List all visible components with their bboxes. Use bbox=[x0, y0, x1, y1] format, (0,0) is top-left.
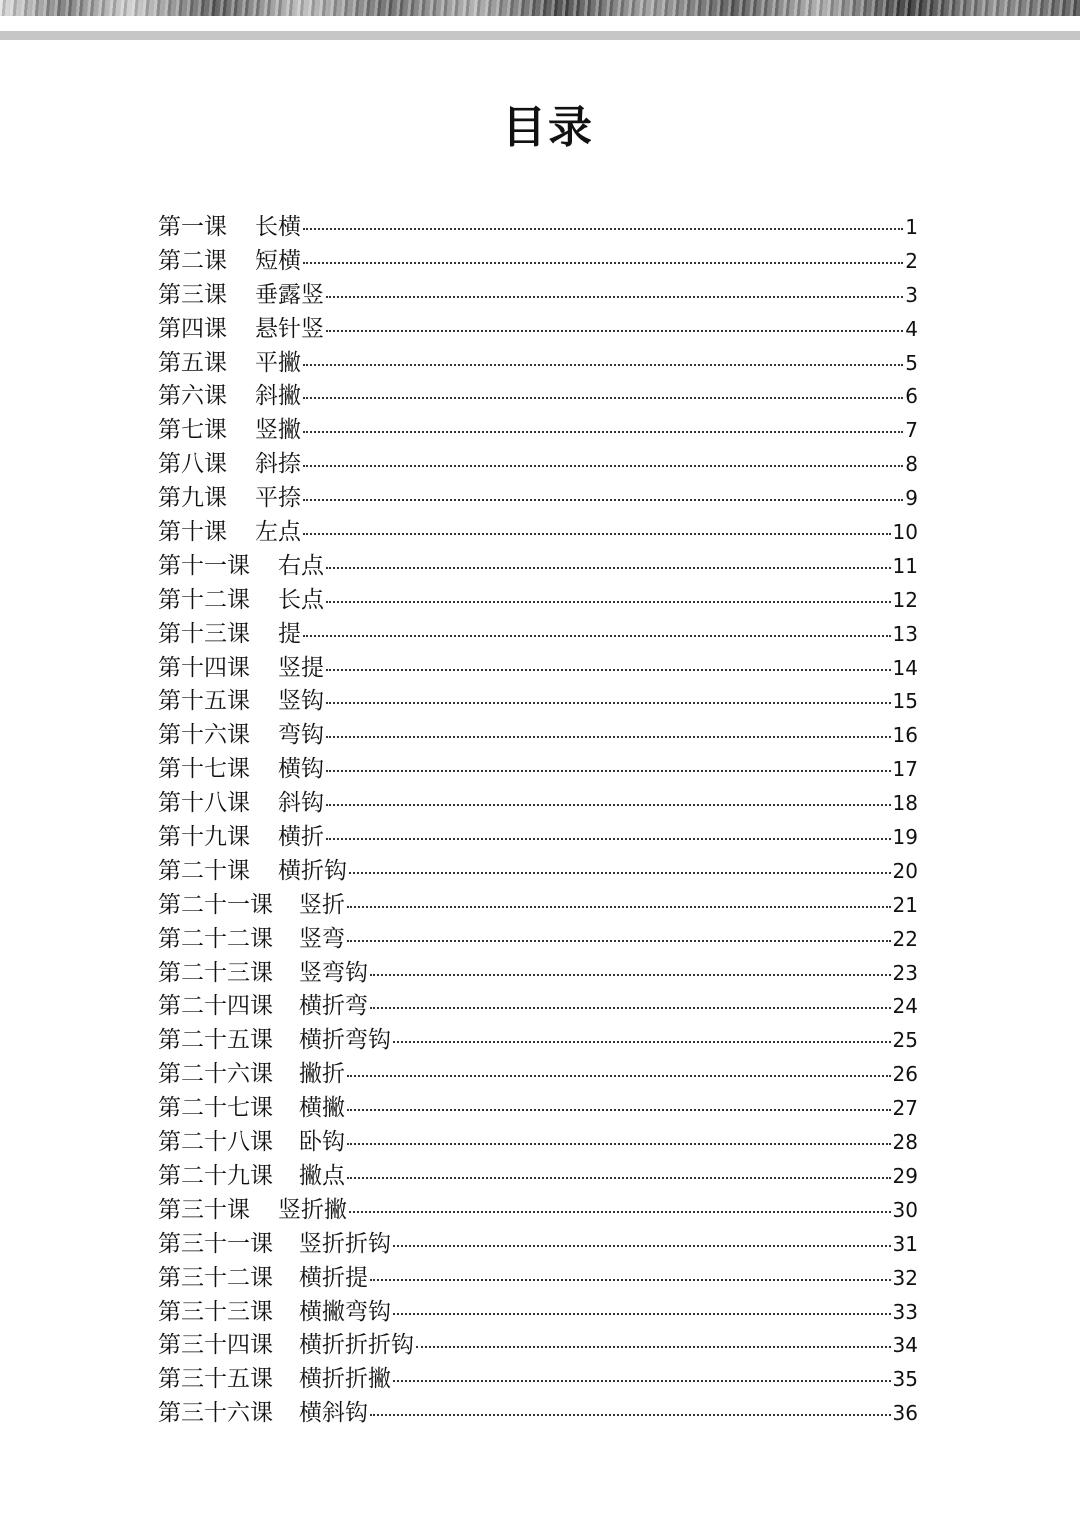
toc-leader-dots bbox=[326, 328, 903, 332]
toc-page-number: 35 bbox=[892, 1367, 918, 1392]
toc-lesson-number: 第二十七课 bbox=[158, 1095, 273, 1122]
toc-page-number: 9 bbox=[905, 486, 918, 511]
toc-lesson-number: 第二十八课 bbox=[158, 1129, 273, 1156]
toc-page-number: 17 bbox=[892, 757, 918, 782]
toc-entry[interactable] bbox=[158, 211, 918, 245]
toc-lesson-name: 竖折撇 bbox=[278, 1196, 347, 1223]
toc-entry[interactable] bbox=[158, 1397, 918, 1431]
toc-lesson-number: 第七课 bbox=[158, 417, 227, 444]
toc-entry[interactable] bbox=[158, 990, 918, 1024]
toc-lesson-number: 第二十课 bbox=[158, 857, 250, 884]
toc-lesson-number: 第三十五课 bbox=[158, 1366, 273, 1393]
toc-entry[interactable] bbox=[158, 516, 918, 550]
toc-page-number: 20 bbox=[892, 858, 918, 883]
toc-entry[interactable] bbox=[158, 1160, 918, 1194]
toc-lesson-name: 横撇弯钩 bbox=[299, 1298, 391, 1325]
toc-entry[interactable] bbox=[158, 347, 918, 381]
toc-lesson-number: 第十课 bbox=[158, 519, 227, 546]
toc-lesson-number: 第十八课 bbox=[158, 790, 250, 817]
toc-lesson-name: 横折弯钩 bbox=[299, 1027, 391, 1054]
toc-page-number: 1 bbox=[905, 215, 918, 239]
toc-page-number: 6 bbox=[905, 384, 918, 409]
toc-lesson-name: 左点 bbox=[255, 519, 301, 546]
toc-entry[interactable] bbox=[158, 1126, 918, 1160]
toc-entry[interactable] bbox=[158, 482, 918, 516]
toc-lesson-number: 第九课 bbox=[158, 485, 227, 512]
toc-lesson-name: 右点 bbox=[278, 552, 324, 579]
toc-page-number: 28 bbox=[892, 1130, 918, 1155]
toc-lesson-name: 横钩 bbox=[278, 756, 324, 783]
toc-entry[interactable] bbox=[158, 957, 918, 991]
toc-entry[interactable] bbox=[158, 1262, 918, 1296]
toc-lesson-name: 斜撇 bbox=[255, 383, 301, 410]
toc-lesson-number: 第十七课 bbox=[158, 756, 250, 783]
toc-lesson-number: 第一课 bbox=[158, 214, 227, 240]
toc-leader-dots bbox=[393, 1039, 891, 1043]
toc-lesson-number: 第十六课 bbox=[158, 722, 250, 749]
toc-lesson-name: 竖折 bbox=[299, 891, 345, 918]
toc-lesson-number: 第十二课 bbox=[158, 586, 250, 613]
toc-lesson-name: 竖提 bbox=[278, 654, 324, 681]
toc-lesson-name: 撇点 bbox=[299, 1162, 345, 1189]
toc-leader-dots bbox=[393, 1378, 891, 1382]
toc-lesson-name: 横撇 bbox=[299, 1095, 345, 1122]
toc-lesson-number: 第二十六课 bbox=[158, 1061, 273, 1088]
toc-lesson-name: 竖弯钩 bbox=[299, 959, 368, 986]
toc-page-number: 19 bbox=[892, 825, 918, 850]
toc-leader-dots bbox=[326, 565, 891, 569]
toc-lesson-name: 横折折折钩 bbox=[299, 1332, 414, 1359]
toc-lesson-number: 第二十五课 bbox=[158, 1027, 273, 1054]
toc-page-number: 24 bbox=[892, 994, 918, 1019]
toc-entry[interactable] bbox=[158, 719, 918, 753]
toc-leader-dots bbox=[370, 1005, 891, 1009]
toc-leader-dots bbox=[326, 700, 891, 704]
toc-lesson-name: 撇折 bbox=[299, 1061, 345, 1088]
toc-entry[interactable] bbox=[158, 414, 918, 448]
toc-leader-dots bbox=[416, 1344, 891, 1348]
toc-lesson-name: 斜捺 bbox=[255, 451, 301, 478]
toc-page-number: 36 bbox=[892, 1401, 918, 1426]
toc-entry[interactable] bbox=[158, 380, 918, 414]
toc-entry[interactable] bbox=[158, 1024, 918, 1058]
toc-page-number: 26 bbox=[892, 1062, 918, 1087]
table-of-contents bbox=[158, 211, 918, 1431]
toc-lesson-number: 第八课 bbox=[158, 451, 227, 478]
toc-entry[interactable] bbox=[158, 787, 918, 821]
toc-page-number: 30 bbox=[892, 1197, 918, 1222]
toc-page-number: 11 bbox=[892, 553, 918, 578]
toc-lesson-number: 第二十九课 bbox=[158, 1162, 273, 1189]
toc-page-number: 31 bbox=[892, 1231, 918, 1256]
toc-lesson-name: 横斜钩 bbox=[299, 1400, 368, 1427]
toc-leader-dots bbox=[303, 362, 903, 366]
toc-entry[interactable] bbox=[158, 1228, 918, 1262]
toc-lesson-name: 横折 bbox=[278, 824, 324, 851]
toc-entry[interactable] bbox=[158, 1092, 918, 1126]
toc-entry[interactable] bbox=[158, 1194, 918, 1228]
toc-entry[interactable] bbox=[158, 550, 918, 584]
toc-leader-dots bbox=[326, 836, 891, 840]
toc-lesson-number: 第二课 bbox=[158, 247, 227, 274]
toc-lesson-name: 垂露竖 bbox=[255, 281, 324, 308]
toc-leader-dots bbox=[303, 633, 891, 637]
toc-entry[interactable] bbox=[158, 753, 918, 787]
toc-entry[interactable] bbox=[158, 1363, 918, 1397]
toc-entry[interactable] bbox=[158, 1058, 918, 1092]
toc-leader-dots bbox=[347, 1175, 891, 1179]
toc-lesson-number: 第三课 bbox=[158, 281, 227, 308]
toc-page-number: 3 bbox=[905, 282, 918, 307]
toc-page-number: 10 bbox=[892, 520, 918, 545]
toc-lesson-name: 卧钩 bbox=[299, 1129, 345, 1156]
toc-lesson-name: 悬针竖 bbox=[255, 315, 324, 342]
toc-page-number: 4 bbox=[905, 316, 918, 341]
toc-leader-dots bbox=[370, 1412, 891, 1416]
toc-lesson-name: 平捺 bbox=[255, 485, 301, 512]
toc-lesson-number: 第三十一课 bbox=[158, 1230, 273, 1257]
toc-entry[interactable] bbox=[158, 923, 918, 957]
header-rule bbox=[0, 31, 1080, 40]
toc-lesson-number: 第五课 bbox=[158, 349, 227, 376]
toc-page-number: 15 bbox=[892, 689, 918, 714]
toc-page-number: 12 bbox=[892, 587, 918, 612]
toc-page-number: 34 bbox=[892, 1333, 918, 1358]
toc-entry[interactable] bbox=[158, 821, 918, 855]
toc-page-number: 18 bbox=[892, 791, 918, 816]
toc-leader-dots bbox=[347, 938, 891, 942]
toc-lesson-name: 竖钩 bbox=[278, 688, 324, 715]
toc-entry[interactable] bbox=[158, 652, 918, 686]
toc-lesson-name: 竖弯 bbox=[299, 925, 345, 952]
toc-lesson-number: 第四课 bbox=[158, 315, 227, 342]
toc-entry[interactable] bbox=[158, 245, 918, 279]
toc-leader-dots bbox=[303, 226, 903, 230]
toc-leader-dots bbox=[326, 734, 891, 738]
toc-lesson-name: 横折提 bbox=[299, 1264, 368, 1291]
toc-leader-dots bbox=[370, 972, 891, 976]
toc-entry[interactable] bbox=[158, 584, 918, 618]
toc-leader-dots bbox=[303, 395, 903, 399]
toc-entry[interactable] bbox=[158, 279, 918, 313]
toc-leader-dots bbox=[303, 463, 903, 467]
toc-leader-dots bbox=[326, 294, 903, 298]
toc-lesson-name: 长横 bbox=[255, 214, 301, 240]
toc-entry[interactable] bbox=[158, 618, 918, 652]
toc-leader-dots bbox=[303, 497, 903, 501]
toc-leader-dots bbox=[326, 599, 891, 603]
toc-lesson-number: 第二十二课 bbox=[158, 925, 273, 952]
toc-page-number: 7 bbox=[905, 418, 918, 443]
toc-entry[interactable] bbox=[158, 889, 918, 923]
toc-page-number: 23 bbox=[892, 960, 918, 985]
toc-entry[interactable] bbox=[158, 685, 918, 719]
toc-page-number: 29 bbox=[892, 1163, 918, 1188]
toc-leader-dots bbox=[349, 1209, 891, 1213]
toc-lesson-number: 第三十三课 bbox=[158, 1298, 273, 1325]
toc-entry[interactable] bbox=[158, 1329, 918, 1363]
toc-leader-dots bbox=[347, 1141, 891, 1145]
toc-lesson-name: 斜钩 bbox=[278, 790, 324, 817]
toc-page-number: 2 bbox=[905, 248, 918, 273]
toc-leader-dots bbox=[303, 260, 903, 264]
toc-page-number: 8 bbox=[905, 452, 918, 477]
toc-leader-dots bbox=[393, 1311, 891, 1315]
toc-lesson-number: 第十三课 bbox=[158, 620, 250, 647]
toc-page-number: 32 bbox=[892, 1265, 918, 1290]
toc-page-number: 5 bbox=[905, 350, 918, 375]
toc-lesson-name: 短横 bbox=[255, 247, 301, 274]
toc-lesson-number: 第十一课 bbox=[158, 552, 250, 579]
toc-page-number: 13 bbox=[892, 621, 918, 646]
toc-leader-dots bbox=[370, 1277, 891, 1281]
header-banner-image bbox=[0, 0, 1080, 16]
toc-entry[interactable] bbox=[158, 448, 918, 482]
toc-lesson-number: 第十九课 bbox=[158, 824, 250, 851]
toc-lesson-name: 平撇 bbox=[255, 349, 301, 376]
toc-lesson-number: 第三十四课 bbox=[158, 1332, 273, 1359]
toc-page-number: 33 bbox=[892, 1299, 918, 1324]
toc-page-number: 21 bbox=[892, 892, 918, 917]
toc-leader-dots bbox=[303, 429, 903, 433]
toc-leader-dots bbox=[347, 904, 891, 908]
toc-leader-dots bbox=[326, 768, 891, 772]
toc-lesson-name: 长点 bbox=[278, 586, 324, 613]
toc-lesson-number: 第二十四课 bbox=[158, 993, 273, 1020]
toc-lesson-number: 第三十二课 bbox=[158, 1264, 273, 1291]
toc-lesson-name: 弯钩 bbox=[278, 722, 324, 749]
toc-lesson-name: 提 bbox=[278, 620, 301, 647]
toc-lesson-name: 竖折折钩 bbox=[299, 1230, 391, 1257]
toc-leader-dots bbox=[347, 1073, 891, 1077]
toc-page-number: 22 bbox=[892, 926, 918, 951]
toc-lesson-name: 横折折撇 bbox=[299, 1366, 391, 1393]
toc-entry[interactable] bbox=[158, 1296, 918, 1330]
toc-lesson-name: 竖撇 bbox=[255, 417, 301, 444]
toc-page-number: 27 bbox=[892, 1096, 918, 1121]
toc-page-number: 16 bbox=[892, 723, 918, 748]
toc-entry[interactable] bbox=[158, 313, 918, 347]
page-title: 目录 bbox=[502, 102, 594, 153]
toc-entry[interactable] bbox=[158, 855, 918, 889]
toc-lesson-number: 第三十六课 bbox=[158, 1400, 273, 1427]
toc-lesson-name: 横折弯 bbox=[299, 993, 368, 1020]
toc-leader-dots bbox=[303, 531, 891, 535]
toc-lesson-number: 第十四课 bbox=[158, 654, 250, 681]
toc-lesson-number: 第六课 bbox=[158, 383, 227, 410]
toc-leader-dots bbox=[349, 870, 891, 874]
toc-lesson-number: 第十五课 bbox=[158, 688, 250, 715]
toc-leader-dots bbox=[393, 1243, 891, 1247]
toc-lesson-number: 第三十课 bbox=[158, 1196, 250, 1223]
toc-leader-dots bbox=[347, 1107, 891, 1111]
toc-leader-dots bbox=[326, 802, 891, 806]
toc-lesson-name: 横折钩 bbox=[278, 857, 347, 884]
toc-page-number: 25 bbox=[892, 1028, 918, 1053]
toc-lesson-number: 第二十一课 bbox=[158, 891, 273, 918]
toc-page-number: 14 bbox=[892, 655, 918, 680]
toc-leader-dots bbox=[326, 667, 891, 671]
toc-lesson-number: 第二十三课 bbox=[158, 959, 273, 986]
